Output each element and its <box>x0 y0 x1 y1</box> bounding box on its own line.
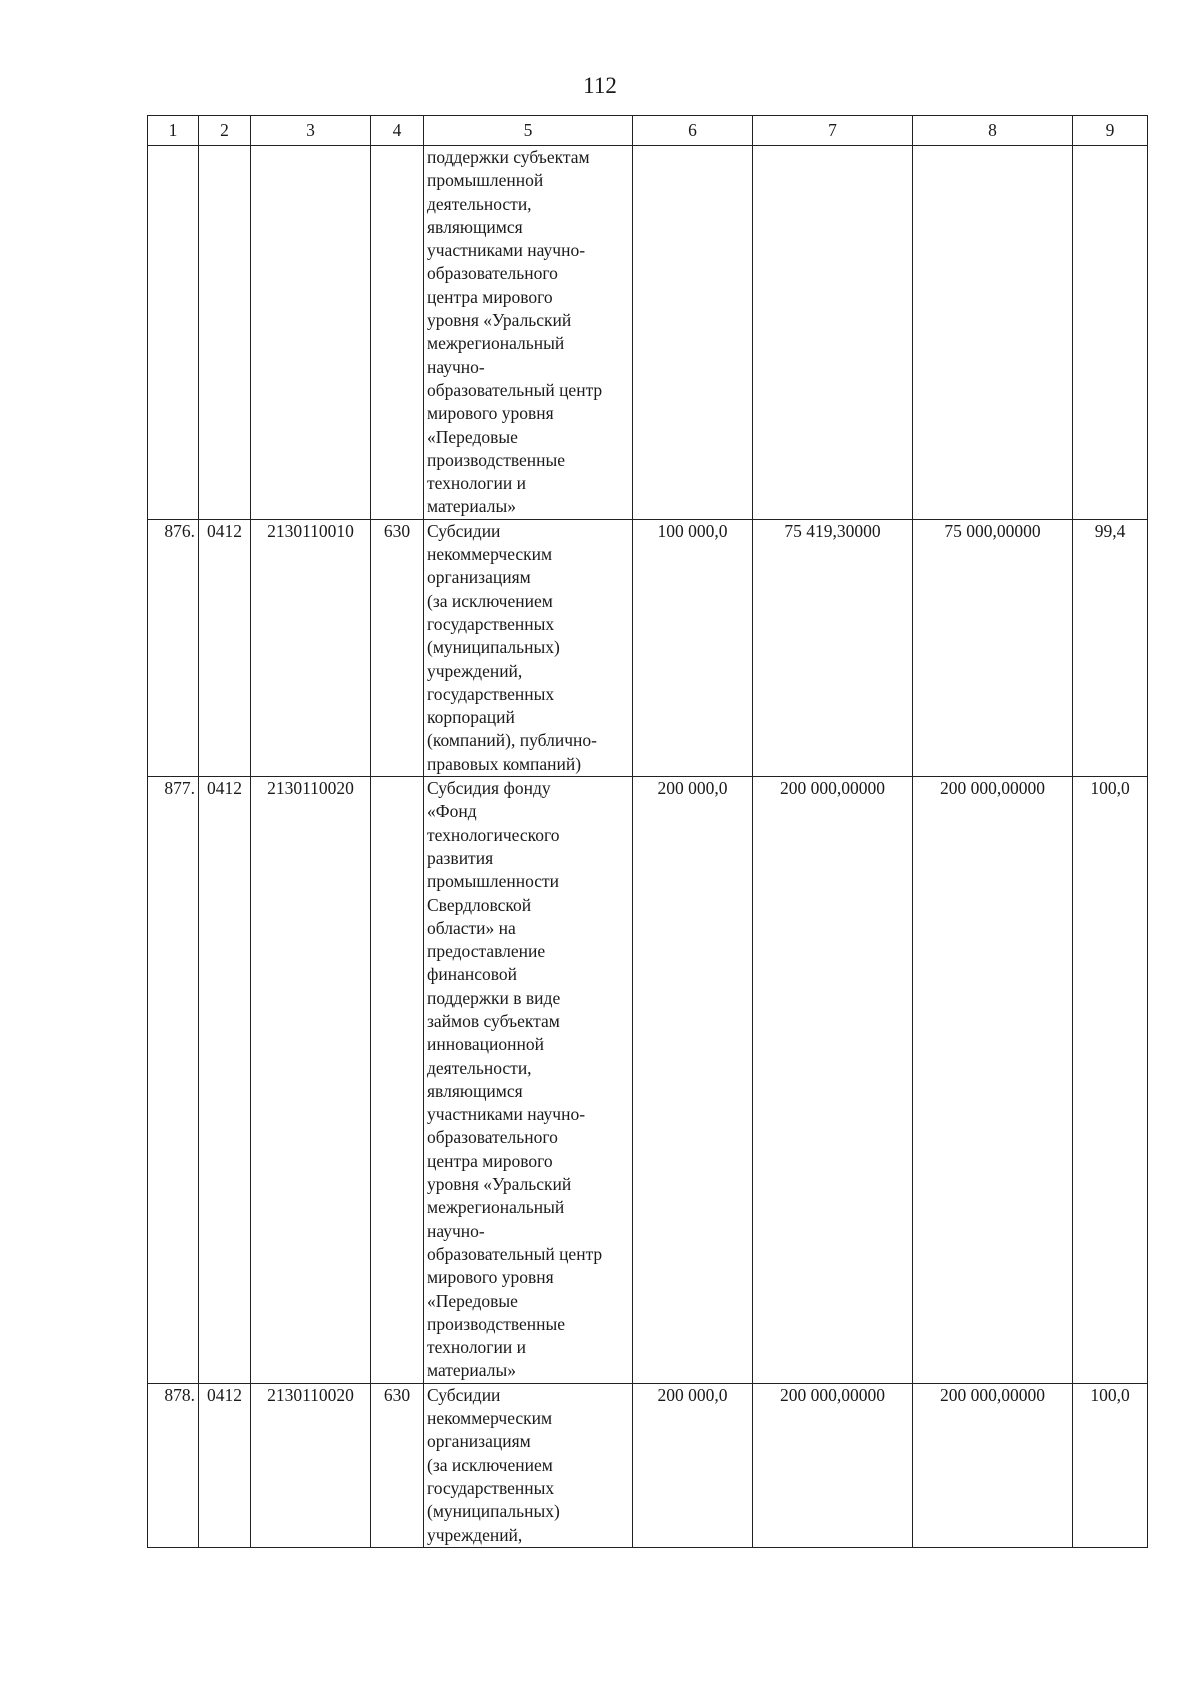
description-line: займов субъектам <box>427 1010 560 1031</box>
column-header: 4 <box>371 116 424 146</box>
description-line: образовательного <box>427 1127 558 1148</box>
description-line: образовательный центр <box>427 379 603 400</box>
allocated-amount-cell <box>753 146 913 520</box>
column-header: 6 <box>633 116 753 146</box>
column-header: 7 <box>753 116 913 146</box>
description-line: Субсидия фонду <box>427 778 551 799</box>
description-line: технологии и <box>427 1337 526 1358</box>
page-number: 112 <box>583 73 617 98</box>
approved-amount-cell: 100 000,0 <box>633 519 753 776</box>
section-code-cell <box>199 146 251 520</box>
description-line: (муниципальных) <box>427 1501 560 1522</box>
description-line: деятельности, <box>427 193 532 214</box>
description-line: промышленной <box>427 170 544 191</box>
table-row <box>148 146 1148 520</box>
column-header: 1 <box>148 116 199 146</box>
section-code-cell: 0412 <box>199 777 251 1384</box>
row-number-cell: 878. <box>148 1383 199 1547</box>
description-line: государственных <box>427 683 555 704</box>
execution-percent-cell: 100,0 <box>1073 777 1148 1384</box>
table-body <box>148 146 1148 1548</box>
execution-percent-cell: 99,4 <box>1073 519 1148 776</box>
approved-amount-cell: 200 000,0 <box>633 777 753 1384</box>
approved-amount-cell <box>633 146 753 520</box>
description-line: поддержки в виде <box>427 987 561 1008</box>
description-line: государственных <box>427 613 555 634</box>
description-line: межрегиональный <box>427 1197 565 1218</box>
description-line: участниками научно- <box>427 1104 586 1125</box>
description-line: технологического <box>427 824 560 845</box>
table-row <box>148 1383 1148 1547</box>
description-line: (муниципальных) <box>427 637 560 658</box>
description-line: «Фонд <box>427 801 477 822</box>
allocated-amount-cell: 200 000,00000 <box>753 777 913 1384</box>
table-row <box>148 777 1148 1384</box>
description-line: области» на <box>427 917 516 938</box>
description-line: «Передовые <box>427 426 518 447</box>
description-line: образовательный центр <box>427 1243 603 1264</box>
description-line: организациям <box>427 567 531 588</box>
description-line: Свердловской <box>427 894 532 915</box>
description-line: предоставление <box>427 941 546 962</box>
description-line: Субсидии <box>427 1384 501 1405</box>
description-line: правовых компаний) <box>427 753 582 774</box>
target-article-cell: 2130110020 <box>251 777 371 1384</box>
description-line: уровня «Уральский <box>427 310 572 331</box>
executed-amount-cell <box>913 146 1073 520</box>
target-article-cell <box>251 146 371 520</box>
column-header: 3 <box>251 116 371 146</box>
allocated-amount-cell: 75 419,30000 <box>753 519 913 776</box>
description-line: поддержки субъектам <box>427 147 590 167</box>
expense-type-cell: 630 <box>371 519 424 776</box>
approved-amount-cell: 200 000,0 <box>633 1383 753 1547</box>
description-line: межрегиональный <box>427 333 565 354</box>
description-line: инновационной <box>427 1034 544 1055</box>
allocated-amount-cell: 200 000,00000 <box>753 1383 913 1547</box>
description-cell <box>424 519 633 776</box>
row-number-cell <box>148 146 199 520</box>
target-article-cell: 2130110020 <box>251 1383 371 1547</box>
description-line: корпораций <box>427 707 515 728</box>
description-line: мирового уровня <box>427 1267 554 1288</box>
description-line: (за исключением <box>427 1454 553 1475</box>
column-header: 9 <box>1073 116 1148 146</box>
description-line: центра мирового <box>427 286 553 307</box>
execution-percent-cell: 100,0 <box>1073 1383 1148 1547</box>
description-line: являющимся <box>427 1080 523 1101</box>
description-line: некоммерческим <box>427 544 553 565</box>
description-line: (компаний), публично- <box>427 730 597 751</box>
description-line: учреждений, <box>427 1524 523 1545</box>
description-line: являющимся <box>427 216 523 237</box>
row-number-cell: 876. <box>148 519 199 776</box>
description-line: государственных <box>427 1477 555 1498</box>
description-cell <box>424 777 633 1384</box>
expense-type-cell: 630 <box>371 1383 424 1547</box>
description-line: учреждений, <box>427 660 523 681</box>
executed-amount-cell: 200 000,00000 <box>913 1383 1073 1547</box>
description-line: уровня «Уральский <box>427 1174 572 1195</box>
target-article-cell: 2130110010 <box>251 519 371 776</box>
column-header: 5 <box>424 116 633 146</box>
description-line: научно- <box>427 356 485 377</box>
description-line: деятельности, <box>427 1057 532 1078</box>
row-number-cell: 877. <box>148 777 199 1384</box>
expense-type-cell <box>371 777 424 1384</box>
table-row <box>148 519 1148 776</box>
description-line: мирового уровня <box>427 403 554 424</box>
description-line: участниками научно- <box>427 240 586 261</box>
description-line: развития <box>427 847 494 868</box>
column-header: 8 <box>913 116 1073 146</box>
description-line: научно- <box>427 1220 485 1241</box>
description-line: образовательного <box>427 263 558 284</box>
description-line: материалы» <box>427 496 516 517</box>
execution-percent-cell <box>1073 146 1148 520</box>
description-line: материалы» <box>427 1360 516 1381</box>
description-line: технологии и <box>427 473 526 494</box>
description-line: «Передовые <box>427 1290 518 1311</box>
section-code-cell: 0412 <box>199 1383 251 1547</box>
header-row <box>148 116 1148 146</box>
budget-table <box>147 115 1148 1548</box>
description-line: организациям <box>427 1431 531 1452</box>
expense-type-cell <box>371 146 424 520</box>
description-line: производственные <box>427 1313 566 1334</box>
section-code-cell: 0412 <box>199 519 251 776</box>
description-line: промышленности <box>427 871 560 892</box>
executed-amount-cell: 75 000,00000 <box>913 519 1073 776</box>
description-line: (за исключением <box>427 590 553 611</box>
column-header: 2 <box>199 116 251 146</box>
description-line: некоммерческим <box>427 1408 553 1429</box>
description-line: центра мирового <box>427 1150 553 1171</box>
description-line: финансовой <box>427 964 517 985</box>
description-line: Субсидии <box>427 520 501 541</box>
executed-amount-cell: 200 000,00000 <box>913 777 1073 1384</box>
description-cell <box>424 146 633 520</box>
description-cell <box>424 1383 633 1547</box>
description-line: производственные <box>427 449 566 470</box>
